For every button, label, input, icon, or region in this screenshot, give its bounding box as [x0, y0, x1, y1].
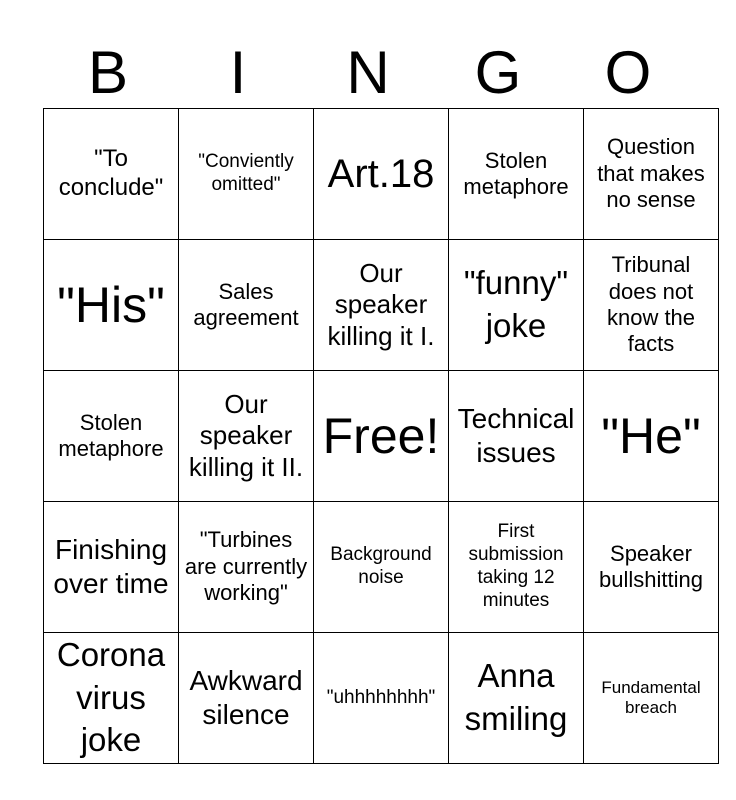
bingo-cell[interactable]: Stolen metaphore — [44, 371, 179, 502]
header-letter-g: G — [474, 39, 522, 106]
bingo-cell[interactable]: "Conviently omitted" — [179, 109, 314, 240]
bingo-cell[interactable]: Sales agreement — [179, 240, 314, 371]
bingo-cell[interactable]: "uhhhhhhhh" — [314, 633, 449, 764]
bingo-cell[interactable]: "funny" joke — [449, 240, 584, 371]
bingo-cell[interactable]: Fundamental breach — [584, 633, 719, 764]
bingo-cell[interactable]: Background noise — [314, 502, 449, 633]
bingo-cell[interactable]: Anna smiling — [449, 633, 584, 764]
board-row — [44, 109, 719, 240]
board-row — [44, 371, 719, 502]
bingo-cell[interactable]: Art.18 — [314, 109, 449, 240]
bingo-cell[interactable]: Our speaker killing it II. — [179, 371, 314, 502]
bingo-cell[interactable]: Stolen metaphore — [449, 109, 584, 240]
bingo-cell[interactable]: Question that makes no sense — [584, 109, 719, 240]
bingo-cell-free[interactable]: Free! — [314, 371, 449, 502]
bingo-cell[interactable]: Our speaker killing it I. — [314, 240, 449, 371]
bingo-header — [43, 38, 693, 108]
bingo-cell[interactable]: First submission taking 12 minutes — [449, 502, 584, 633]
board-row — [44, 502, 719, 633]
bingo-cell[interactable]: Technical issues — [449, 371, 584, 502]
bingo-cell[interactable]: "Turbines are currently working" — [179, 502, 314, 633]
bingo-cell[interactable]: Finishing over time — [44, 502, 179, 633]
board-row — [44, 633, 719, 764]
bingo-cell[interactable]: Awkward silence — [179, 633, 314, 764]
header-letter-i: I — [229, 39, 247, 106]
board-row — [44, 240, 719, 371]
header-letter-b: B — [87, 39, 129, 106]
bingo-board — [43, 108, 719, 764]
bingo-cell[interactable]: "To conclude" — [44, 109, 179, 240]
bingo-cell[interactable]: "His" — [44, 240, 179, 371]
bingo-cell[interactable]: Tribunal does not know the facts — [584, 240, 719, 371]
bingo-cell[interactable]: "He" — [584, 371, 719, 502]
header-letter-n: N — [346, 39, 390, 106]
bingo-cell[interactable]: Speaker bullshitting — [584, 502, 719, 633]
header-letter-o: O — [604, 39, 652, 106]
bingo-cell[interactable]: Corona virus joke — [44, 633, 179, 764]
